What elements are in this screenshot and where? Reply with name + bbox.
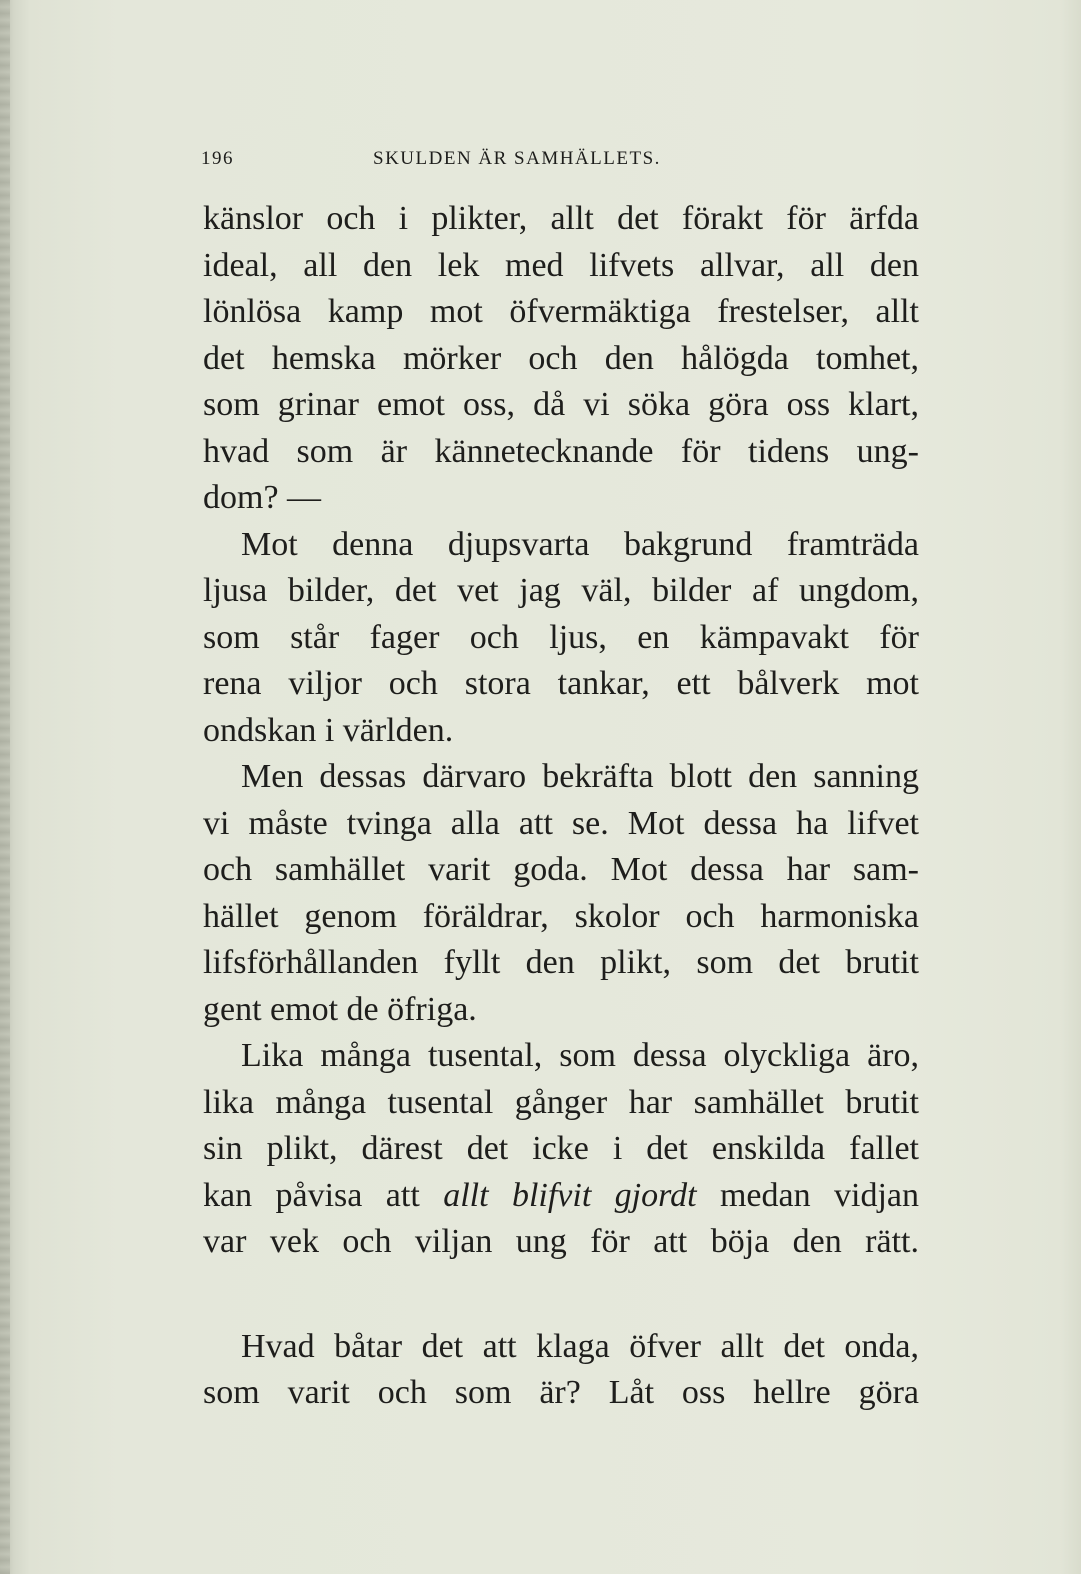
text-line: dom? — bbox=[203, 479, 322, 516]
text-line: Men dessas därvaro bekräfta blott den sanning bbox=[241, 758, 919, 795]
section-gap bbox=[203, 1266, 919, 1324]
text-line: var vek och viljan ung för att böja den rätt. bbox=[203, 1223, 919, 1260]
text-line: känslor och i plikter, allt det förakt för ärfda bbox=[203, 200, 919, 237]
page-spine-edge bbox=[0, 0, 10, 1574]
text-line: hället genom föräldrar, skolor och harmoniska bbox=[203, 897, 919, 935]
page-number: 196 bbox=[201, 148, 234, 169]
text-line: rena viljor och stora tankar, ett bålverk mot bbox=[203, 665, 919, 702]
text-segment: kan påvisa att bbox=[203, 1176, 420, 1214]
emphasis-text: allt blifvit gjordt bbox=[443, 1176, 697, 1214]
body-text bbox=[203, 196, 919, 1417]
text-line: hvad som är kännetecknande för tidens ung- bbox=[203, 432, 919, 470]
text-segment: medan vidjan bbox=[719, 1176, 919, 1214]
text-line: Hvad båtar det att klaga öfver allt det onda, bbox=[241, 1327, 919, 1365]
text-line: lönlösa kamp mot öfvermäktiga frestelser, allt bbox=[203, 293, 919, 330]
text-line: ondskan i världen. bbox=[203, 711, 454, 749]
text-line: gent emot de öfriga. bbox=[203, 990, 477, 1028]
text-line-with-emphasis bbox=[203, 1173, 919, 1220]
text-line: ideal, all den lek med lifvets allvar, all den bbox=[203, 246, 919, 284]
text-line: det hemska mörker och den hålögda tomhet, bbox=[203, 339, 919, 377]
text-line: som grinar emot oss, då vi söka göra oss klart, bbox=[203, 386, 919, 423]
running-title: SKULDEN ÄR SAMHÄLLETS. bbox=[373, 148, 661, 169]
text-line: som varit och som är? Låt oss hellre göra bbox=[203, 1374, 919, 1411]
text-line: och samhället varit goda. Mot dessa har sam- bbox=[203, 851, 919, 888]
text-line: som står fager och ljus, en kämpavakt för bbox=[203, 618, 919, 656]
text-line: lika många tusental gånger har samhället brutit bbox=[203, 1083, 919, 1121]
text-line: Mot denna djupsvarta bakgrund framträda bbox=[241, 525, 919, 563]
text-line: ljusa bilder, det vet jag väl, bilder af ungdom, bbox=[203, 572, 919, 609]
text-line: sin plikt, därest det icke i det enskilda fallet bbox=[203, 1130, 919, 1167]
running-header bbox=[201, 148, 921, 174]
text-line: vi måste tvinga alla att se. Mot dessa ha lifvet bbox=[203, 804, 919, 842]
text-line: lifsförhållanden fyllt den plikt, som det brutit bbox=[203, 944, 919, 981]
text-line: Lika många tusental, som dessa olyckliga äro, bbox=[241, 1037, 919, 1074]
